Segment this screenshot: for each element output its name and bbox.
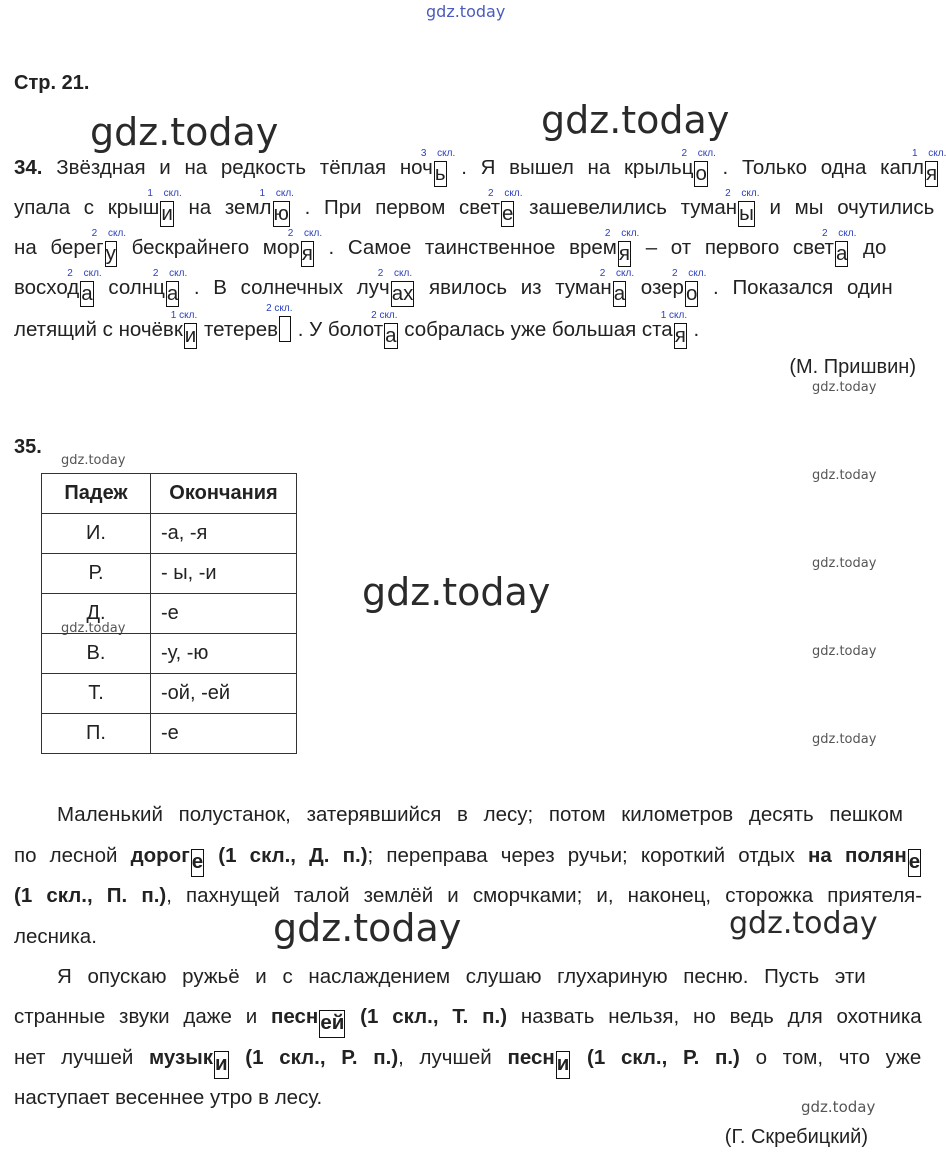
- declension-tag: 3 скл.: [420, 148, 456, 159]
- sentence-text: . В солнечных луч: [180, 276, 390, 299]
- ending-text: ь: [434, 162, 446, 185]
- declension-tag: 2 скл.: [681, 148, 716, 159]
- declension-tag: 1 скл.: [170, 310, 198, 321]
- ending-text: я: [674, 324, 686, 347]
- exercise-35-number: 35.: [14, 436, 42, 458]
- paragraph-line: [14, 925, 97, 949]
- bold-text: (1 скл., П. п.): [14, 884, 167, 907]
- paragraph-text: нет лучшей: [14, 1046, 150, 1069]
- sentence-text: . Самое таинственное врем: [314, 236, 617, 259]
- paragraph-line: [14, 1086, 322, 1110]
- sentence-text: . У болот: [292, 318, 384, 341]
- declension-tag: 2 скл.: [371, 310, 398, 321]
- ending-box: [660, 310, 688, 349]
- column-header-case: Падеж: [42, 474, 151, 514]
- endings-cell: -а, -я: [151, 514, 297, 554]
- ending-text: я: [301, 242, 313, 265]
- case-cell: Т.: [42, 674, 151, 714]
- page-reference: Стр. 21.: [14, 72, 90, 94]
- exercise-34-line: [14, 228, 887, 267]
- sentence-text: .: [687, 318, 700, 341]
- declension-tag: 2 скл.: [821, 228, 857, 239]
- watermark-small: gdz.today: [801, 1098, 876, 1116]
- declension-tag: 1 скл.: [259, 188, 294, 199]
- author-prishvin: (М. Пришвин): [789, 356, 916, 378]
- table-header-row: [42, 474, 297, 514]
- ending-text: о: [695, 162, 707, 185]
- sentence-text: . Только одна капл: [708, 156, 924, 179]
- sentence-text: озер: [627, 276, 684, 299]
- watermark: gdz.today: [541, 98, 730, 142]
- sentence-text: летящий с ночёвк: [14, 318, 183, 341]
- ending-box: и: [556, 1051, 571, 1079]
- ending-box: ей: [319, 1010, 345, 1038]
- ending-box: [681, 148, 716, 187]
- watermark-small: gdz.today: [812, 380, 877, 395]
- bold-text: песн: [507, 1046, 555, 1069]
- sentence-text: . При первом свет: [290, 196, 501, 219]
- sentence-text: бескрайнего мор: [117, 236, 300, 259]
- watermark: gdz.today: [273, 906, 462, 950]
- watermark: gdz.today: [729, 906, 878, 941]
- sentence-text: упала с крыш: [14, 196, 160, 219]
- ending-box: [821, 228, 857, 267]
- paragraph-line: [57, 965, 866, 989]
- ending-text: ах: [391, 282, 414, 305]
- declension-tag: 1 скл.: [147, 188, 182, 199]
- ending-text: ы: [739, 202, 754, 225]
- ending-box: [420, 148, 456, 187]
- ending-text: а: [166, 282, 179, 305]
- sentence-text: зашевелились туман: [515, 196, 738, 219]
- sentence-text: собралась уже большая ста: [398, 318, 673, 341]
- ending-box: [604, 228, 640, 267]
- sentence-text: тетерев: [198, 318, 279, 341]
- ending-text: у: [105, 242, 116, 265]
- case-cell: И.: [42, 514, 151, 554]
- sentence-text: восход: [14, 276, 80, 299]
- declension-tag: 2 скл.: [488, 188, 523, 199]
- sentence-text: солнц: [94, 276, 165, 299]
- paragraph-text: по лесной: [14, 844, 131, 867]
- exercise-34-line: [14, 268, 893, 307]
- watermark-small: gdz.today: [812, 732, 877, 747]
- ending-text: и: [161, 202, 173, 225]
- ending-box: [147, 188, 182, 227]
- declension-tag: 1 скл.: [911, 148, 946, 159]
- ending-box: е: [908, 849, 921, 877]
- paragraph-text: назвать нельзя, но ведь для охотника: [507, 1005, 922, 1028]
- case-cell: П.: [42, 714, 151, 754]
- ending-box: [266, 303, 293, 342]
- ending-box: [259, 188, 294, 227]
- declension-tag: 2 скл.: [91, 228, 127, 239]
- ending-text: и: [184, 324, 197, 347]
- ending-box: [152, 268, 188, 307]
- paragraph-text: о том, что уже: [739, 1046, 922, 1069]
- ending-box: [488, 188, 523, 227]
- ending-text: а: [835, 242, 848, 265]
- exercise-34-line: [14, 188, 935, 227]
- ending-text: я: [618, 242, 630, 265]
- author-skrebitsky: (Г. Скребицкий): [724, 1126, 868, 1148]
- table-row: [42, 714, 297, 754]
- declension-tag: 2 скл.: [152, 268, 188, 279]
- declension-tag: 2 скл.: [266, 303, 293, 314]
- paragraph-text: наступает весеннее утро в лесу.: [14, 1086, 323, 1109]
- endings-cell: - ы, -и: [151, 554, 297, 594]
- sentence-text: . Я вышел на крыльц: [447, 156, 694, 179]
- bold-text: (1 скл., Д. п.): [205, 844, 368, 867]
- paragraph-line: [57, 803, 903, 827]
- ending-text: ю: [273, 202, 289, 225]
- watermark-small: gdz.today: [812, 556, 877, 571]
- exercise-34-line: [14, 303, 700, 349]
- watermark: gdz.today: [90, 110, 279, 154]
- case-cell: Д.: [42, 594, 151, 634]
- ending-box: [599, 268, 635, 307]
- table-row: [42, 594, 297, 634]
- declension-tag: 2 скл.: [67, 268, 102, 279]
- bold-text: (1 скл., Т. п.): [346, 1005, 508, 1028]
- watermark-small: gdz.today: [61, 621, 126, 636]
- column-header-endings: Окончания: [151, 474, 297, 514]
- bold-text: песн: [271, 1005, 319, 1028]
- ending-box: [377, 268, 415, 307]
- watermark-top: gdz.today: [426, 2, 506, 21]
- paragraph-text: Маленький полустанок, затерявшийся в лесу; потом километров десять пешком: [57, 803, 903, 826]
- declension-tag: 2 скл.: [377, 268, 413, 279]
- case-cell: В.: [42, 634, 151, 674]
- ending-box: [91, 228, 127, 267]
- ending-text: я: [925, 162, 938, 185]
- ending-box: и: [214, 1051, 229, 1079]
- sentence-text: явилось из туман: [415, 276, 612, 299]
- case-endings-table: [41, 473, 297, 754]
- sentence-text: до: [849, 236, 887, 259]
- ending-box: [371, 310, 398, 349]
- watermark-small: gdz.today: [812, 468, 877, 483]
- sentence-text: Звёздная и на редкость тёплая ноч: [56, 156, 433, 179]
- declension-tag: 2 скл.: [287, 228, 323, 239]
- paragraph-text: , пахнущей талой землёй и сморчками; и, наконец, сторожка приятеля-: [166, 884, 923, 907]
- bold-text: музык: [149, 1046, 213, 1069]
- declension-tag: 2 скл.: [725, 188, 760, 199]
- paragraph-line: [14, 844, 922, 877]
- declension-tag: 2 скл.: [599, 268, 635, 279]
- exercise-34-line: [14, 148, 946, 187]
- sentence-text: – от первого свет: [632, 236, 834, 259]
- sentence-text: и мы очутились: [755, 196, 935, 219]
- ending-box: е: [191, 849, 204, 877]
- paragraph-line: [14, 1046, 921, 1079]
- case-cell: Р.: [42, 554, 151, 594]
- paragraph-text: , лучшей: [398, 1046, 508, 1069]
- paragraph-text: Я опускаю ружьё и с наслаждением слушаю глухариную песню. Пусть эти: [57, 965, 866, 988]
- sentence-text: . Показался один: [699, 276, 893, 299]
- bold-text: (1 скл., Р. п.): [229, 1046, 399, 1069]
- paragraph-line: [14, 884, 922, 908]
- table-row: [42, 514, 297, 554]
- exercise-34-number: 34.: [14, 156, 43, 179]
- ending-box: [67, 268, 102, 307]
- ending-box: [725, 188, 760, 227]
- watermark: gdz.today: [362, 570, 551, 614]
- endings-cell: -е: [151, 594, 297, 634]
- ending-box: [911, 148, 946, 187]
- paragraph-text: ; переправа через ручьи; короткий отдых: [367, 844, 809, 867]
- sentence-text: на берег: [14, 236, 104, 259]
- ending-text: а: [613, 282, 626, 305]
- bold-text: (1 скл., Р. п.): [571, 1046, 740, 1069]
- endings-cell: -у, -ю: [151, 634, 297, 674]
- ending-text: о: [685, 282, 698, 305]
- ending-text: е: [502, 202, 514, 225]
- declension-tag: 2 скл.: [671, 268, 707, 279]
- table-row: [42, 554, 297, 594]
- watermark-small: gdz.today: [812, 644, 877, 659]
- ending-box: [671, 268, 707, 307]
- declension-tag: 1 скл.: [660, 310, 688, 321]
- bold-text: дорог: [130, 844, 190, 867]
- paragraph-text: странные звуки даже и: [14, 1005, 272, 1028]
- bold-text: на полян: [808, 844, 907, 867]
- ending-box: [287, 228, 323, 267]
- watermark-small: gdz.today: [61, 453, 126, 468]
- table-row: [42, 634, 297, 674]
- ending-text: а: [385, 324, 397, 347]
- sentence-text: на земл: [174, 196, 272, 219]
- paragraph-line: [14, 1005, 922, 1038]
- table-row: [42, 674, 297, 714]
- ending-box: [170, 310, 198, 349]
- paragraph-text: лесника.: [14, 925, 97, 948]
- endings-cell: -е: [151, 714, 297, 754]
- ending-text: а: [81, 282, 93, 305]
- declension-tag: 2 скл.: [604, 228, 640, 239]
- endings-cell: -ой, -ей: [151, 674, 297, 714]
